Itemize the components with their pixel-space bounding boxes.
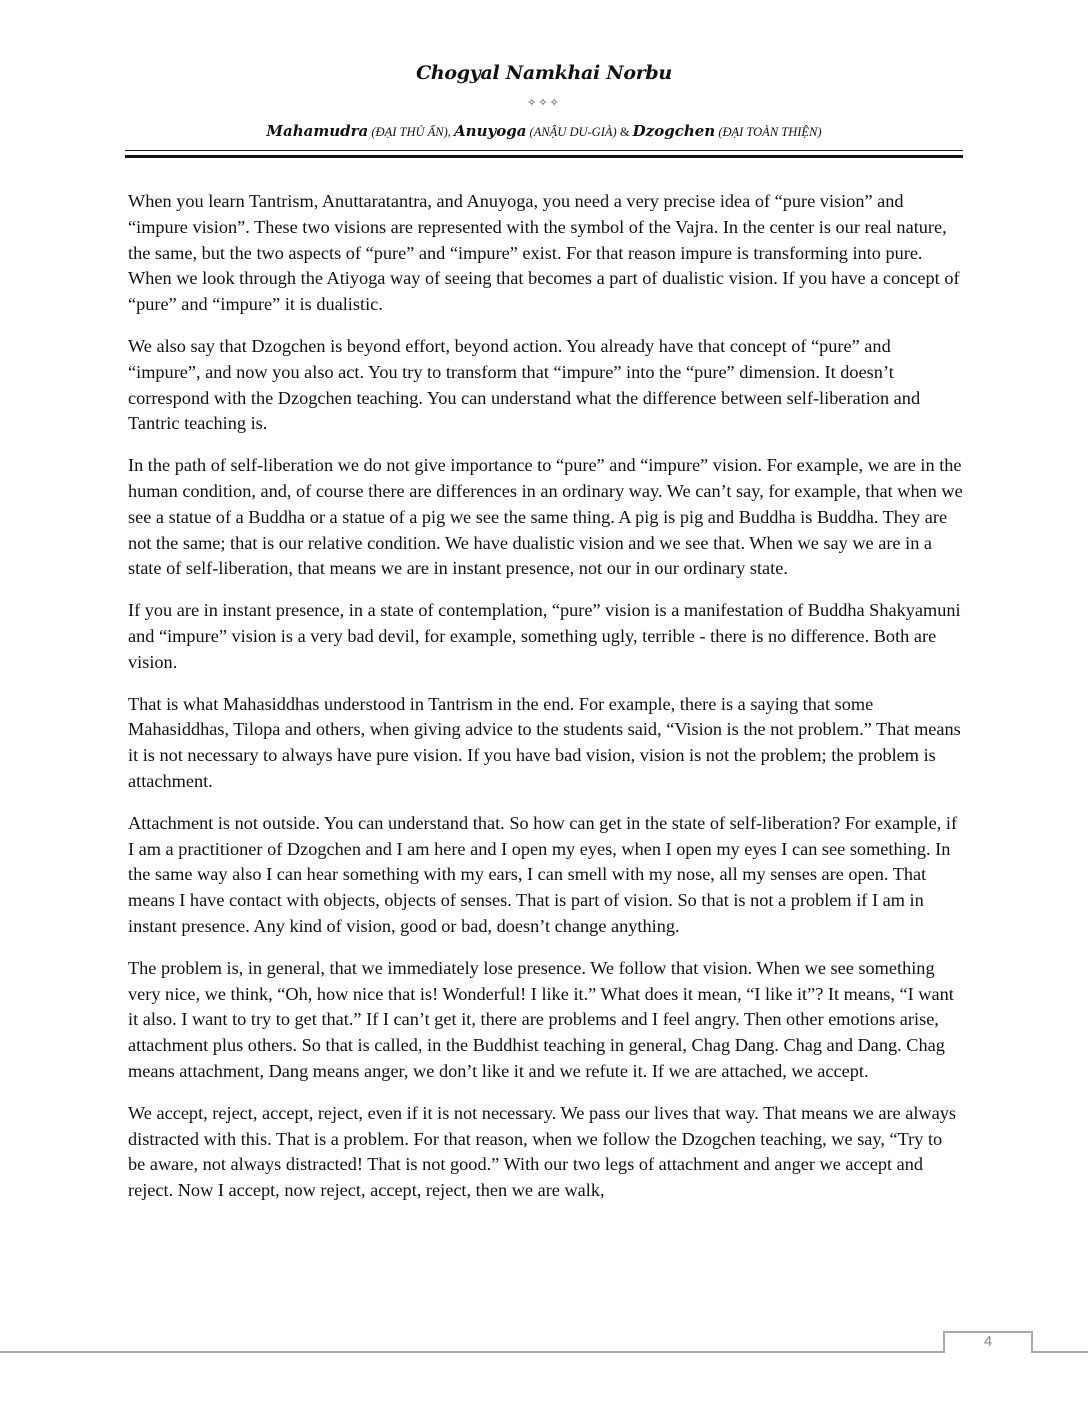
- subtitle-ampersand: &: [619, 125, 630, 139]
- subtitle-term-mahamudra-viet: (ĐẠI THỦ ẤN),: [371, 125, 451, 139]
- header-ornament: ✧✧✧: [527, 96, 561, 109]
- footer-rule-left: [0, 1351, 944, 1353]
- subtitle-term-anuyoga: Anuyoga: [454, 122, 527, 140]
- body-text: [128, 189, 963, 1220]
- paragraph: We also say that Dzogchen is beyond effort, beyond action. You already have that concept of “pure” and “impure”, and now you also act. You try to transform that “impure” into the “pure” dimension. It doesn’t correspond with the Dzogchen teaching. You can understand what the difference between self-liberation and Tantric teaching is.: [128, 335, 921, 434]
- paragraph: Attachment is not outside. You can understand that. So how can get in the state of self-liberation? For example, if I am a practitioner of Dzogchen and I am here and I open my eyes, when I open my eyes I can see something. In the same way also I can hear something with my ears, I can smell with my nose, all my senses are open. That means I have contact with objects, objects of senses. That is part of vision. So that is not a problem if I am in instant presence. Any kind of vision, good or bad, doesn’t change anything.: [128, 812, 958, 936]
- header-subtitle: [0, 122, 1088, 140]
- footer-rule-right: [1031, 1351, 1088, 1353]
- header-rule-thick: [125, 155, 963, 158]
- header-rule-thin: [125, 150, 963, 151]
- subtitle-term-anuyoga-viet: (ANẬU DU-GIÀ): [529, 125, 617, 139]
- paragraph: If you are in instant presence, in a state of contemplation, “pure” vision is a manifestation of Buddha Shakyamuni and “impure” vision is a very bad devil, for example, something ugly, terrible - there is no difference. Both are vision.: [128, 600, 961, 672]
- subtitle-term-dzogchen: Dzogchen: [632, 122, 716, 140]
- subtitle-term-dzogchen-viet: (ĐẠI TOÀN THIỆN): [718, 125, 822, 139]
- header-author: Chogyal Namkhai Norbu: [416, 62, 672, 84]
- paragraph: That is what Mahasiddhas understood in Tantrism in the end. For example, there is a saying that some Mahasiddhas, Tilopa and others, when giving advice to the students said, “Vision is the not problem.” That means it is not necessary to always have pure vision. If you have bad vision, vision is not the problem; the problem is attachment.: [128, 693, 961, 791]
- subtitle-term-mahamudra: Mahamudra: [266, 122, 369, 140]
- paragraph: We accept, reject, accept, reject, even if it is not necessary. We pass our lives that way. That means we are always distracted with this. That is a problem. For that reason, when we follow the Dzogchen teaching, we say, “Try to be aware, not always distracted! That is not good.” With our two legs of attachment and anger we accept and reject. Now I accept, now reject, accept, reject, then we are walk,: [128, 1102, 956, 1201]
- page-number: 4: [983, 1333, 993, 1350]
- paragraph: In the path of self-liberation we do not give importance to “pure” and “impure” vision. For example, we are in the human condition, and, of course there are differences in an ordinary way. We can’t say, for example, that when we see a statue of a Buddha or a statue of a pig we see the same thing. A pig is pig and Buddha is Buddha. They are not the same; that is our relative condition. We have dualistic vision and we see that. When we say we are in a state of self-liberation, that means we are in instant presence, not our in our ordinary state.: [128, 455, 963, 579]
- paragraph: The problem is, in general, that we immediately lose presence. We follow that vision. When we see something very nice, we think, “Oh, how nice that is! Wonderful! I like it.” What does it mean, “I like it”? It means, “I want it also. I want to try to get that.” If I can’t get it, there are problems and I feel angry. Then other emotions arise, attachment plus others. So that is called, in the Buddhist teaching in general, Chag Dang. Chag and Dang. Chag means attachment, Dang means anger, we don’t like it and we refute it. If we are attached, we accept.: [128, 957, 954, 1081]
- paragraph: When you learn Tantrism, Anuttaratantra, and Anuyoga, you need a very precise idea of “pure vision” and “impure vision”. These two visions are represented with the symbol of the Vajra. In the center is our real nature, the same, but the two aspects of “pure” and “impure” exist. For that reason impure is transforming into pure. When we look through the Atiyoga way of seeing that becomes a part of dualistic vision. If you have a concept of “pure” and “impure” it is dualistic.: [128, 191, 960, 315]
